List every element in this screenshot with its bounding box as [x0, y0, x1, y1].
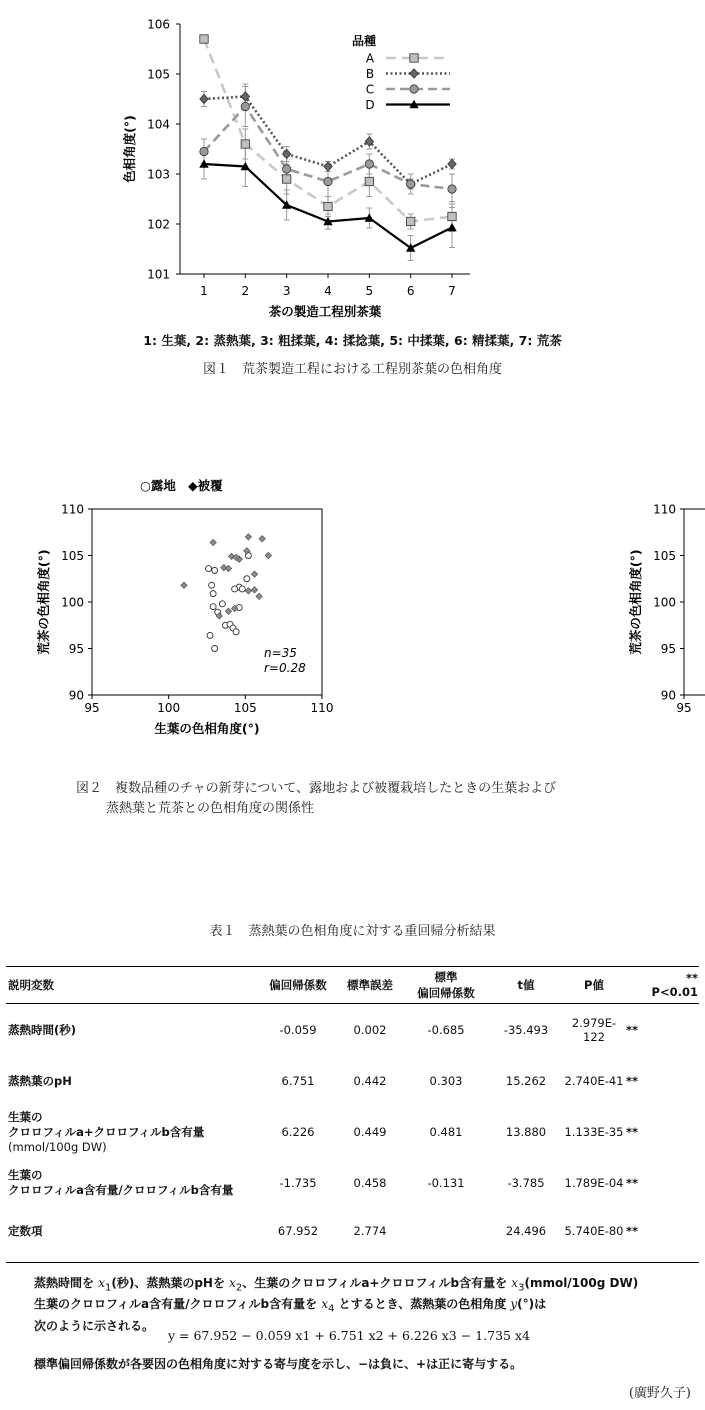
data-point-A — [406, 217, 414, 225]
x-tick-label: 5 — [365, 284, 374, 298]
data-point-A — [365, 177, 373, 185]
regression-equation: y = 67.952 − 0.059 x1 + 6.751 x2 + 6.226 x3 − 1.735 x4 — [168, 1328, 530, 1343]
row-p: 2.979E-122 — [571, 1016, 617, 1044]
data-point-C — [282, 165, 290, 173]
note-text: 生葉のクロロフィルa含有量/クロロフィルb含有量を — [34, 1297, 322, 1312]
table-row — [8, 1207, 700, 1255]
y-tick-label: 90 — [68, 688, 84, 703]
y-tick-label: 110 — [653, 502, 676, 517]
note-line1 — [34, 1275, 699, 1296]
var-x: x — [321, 1297, 329, 1312]
data-point-C — [241, 102, 249, 110]
filled-point — [256, 593, 262, 599]
y-tick-label: 102 — [147, 217, 170, 232]
var-x: x — [229, 1276, 236, 1290]
table-row — [8, 1057, 700, 1105]
row-var — [8, 1105, 258, 1159]
filled-point — [225, 565, 231, 571]
var-x: x — [511, 1276, 519, 1290]
row-std: -0.131 — [427, 1176, 465, 1190]
row-sig: ** — [626, 1125, 639, 1139]
x-tick-label: 95 — [676, 701, 692, 715]
data-point-B — [448, 159, 456, 168]
header-var: 説明変数 — [8, 978, 54, 992]
row-std: 0.303 — [429, 1074, 463, 1088]
filled-point — [245, 588, 251, 594]
row-coef: -0.059 — [279, 1023, 317, 1037]
row-std: -0.685 — [427, 1023, 465, 1037]
data-point-C — [406, 180, 414, 188]
y-tick-label: 95 — [660, 642, 676, 656]
table-header-row — [8, 967, 700, 1003]
filled-point — [265, 552, 271, 558]
stage-legend: 1: 生葉, 2: 蒸熱葉, 3: 粗揉葉, 4: 揉捻葉, 5: 中揉葉, 6: 精揉葉, 7: 荒茶 — [143, 333, 562, 348]
data-point-B — [200, 94, 208, 103]
row-sig: ** — [626, 1074, 639, 1088]
open-point — [210, 591, 216, 597]
row-coef: -1.735 — [279, 1176, 317, 1190]
open-point — [232, 586, 238, 592]
y-tick-label: 104 — [147, 117, 170, 132]
open-point — [244, 576, 250, 582]
row-sig: ** — [626, 1224, 639, 1238]
figure2-caption-line1: 図２ 複数品種のチャの新芽について、露地および被覆栽培したときの生葉および — [76, 781, 557, 796]
legend-label: D — [365, 98, 375, 112]
data-point-C — [365, 160, 373, 168]
open-point — [239, 586, 245, 592]
open-point — [233, 629, 239, 635]
table-row — [8, 1159, 700, 1207]
legend-open: ○露地 — [140, 478, 176, 493]
y-tick-label: 103 — [147, 167, 170, 182]
data-point-A — [448, 212, 456, 220]
x-tick-label: 3 — [282, 284, 291, 298]
note-text: (秒)、蒸熱葉のpHを — [111, 1276, 230, 1290]
figure2-caption — [76, 779, 696, 819]
regression-table — [8, 967, 700, 1255]
legend-label: B — [365, 67, 375, 81]
legend-title: 品種 — [351, 34, 377, 48]
y-tick-label: 105 — [147, 67, 170, 82]
x-tick-label: 110 — [310, 701, 334, 715]
legend-marker — [410, 69, 418, 78]
header-std — [402, 967, 490, 1003]
open-point — [206, 566, 212, 572]
r-label: r=0.28 — [264, 661, 306, 675]
y-axis-label: 荒茶の色相角度(°) — [628, 549, 643, 655]
row-var-line: 生葉の — [8, 1109, 43, 1124]
header-std-line2: 偏回帰係数 — [417, 986, 475, 1000]
row-var: 蒸熱葉のpH — [8, 1074, 72, 1088]
notes-block — [34, 1275, 699, 1335]
data-point-A — [241, 140, 249, 148]
open-point — [212, 646, 218, 652]
open-point — [207, 632, 213, 638]
row-t: -35.493 — [503, 1023, 549, 1037]
legend-marker — [410, 85, 418, 93]
row-coef: 6.226 — [281, 1125, 315, 1139]
x-tick-label: 6 — [406, 284, 415, 298]
x-tick-label: 4 — [324, 284, 332, 298]
note-text: (°)は — [517, 1297, 547, 1312]
note-line3: 次のように示される。 — [34, 1318, 155, 1333]
header-sig — [626, 967, 700, 1003]
filled-point — [251, 587, 257, 593]
y-axis-label: 色相角度(°) — [122, 115, 137, 183]
x-tick-label: 100 — [157, 701, 181, 715]
filled-point — [251, 571, 257, 577]
table1-title: 表１ 蒸熱葉の色相角度に対する重回帰分析結果 — [209, 924, 496, 939]
y-tick-label: 100 — [61, 595, 84, 610]
table-row — [8, 1003, 700, 1057]
note-text: とするとき、蒸熱葉の色相角度 — [334, 1297, 511, 1312]
header-sig-line1: ** — [685, 971, 698, 985]
note-line4: 標準偏回帰係数が各要因の色相角度に対する寄与度を示し、−は負に、+は正に寄与する。 — [34, 1357, 523, 1371]
legend-marker — [410, 54, 418, 62]
row-std: 0.481 — [429, 1125, 463, 1139]
row-var-line: クロロフィルa含有量/クロロフィルb含有量 — [8, 1183, 234, 1197]
row-coef: 67.952 — [277, 1224, 319, 1238]
y-tick-label: 95 — [68, 642, 84, 656]
data-point-D — [447, 223, 456, 231]
x-axis-label: 茶の製造工程別茶葉 — [268, 304, 382, 319]
x-tick-label: 1 — [200, 284, 208, 298]
header-t: t値 — [517, 978, 535, 992]
row-coef: 6.751 — [281, 1074, 315, 1088]
var-sub: 3 — [518, 1282, 525, 1294]
y-tick-label: 90 — [660, 688, 676, 703]
x-tick-label: 95 — [84, 701, 100, 715]
data-point-A — [282, 175, 290, 183]
row-var-line: (mmol/100g DW) — [8, 1139, 107, 1154]
author: (廣野久子) — [628, 1386, 691, 1401]
data-point-B — [282, 149, 290, 158]
y-tick-label: 105 — [653, 549, 676, 563]
y-tick-label: 105 — [61, 549, 84, 563]
filled-point — [225, 608, 231, 614]
plot-frame — [684, 509, 705, 695]
open-point — [219, 601, 225, 607]
header-sig-line2: P<0.01 — [651, 985, 698, 999]
y-tick-label: 100 — [653, 595, 676, 610]
row-t: -3.785 — [507, 1176, 545, 1190]
row-se: 0.449 — [353, 1125, 387, 1139]
data-point-A — [324, 202, 332, 210]
row-var-line: クロロフィルa+クロロフィルb含有量 — [8, 1124, 205, 1139]
figure1-line-chart — [0, 0, 705, 330]
figure2-scatter-left — [0, 470, 352, 760]
filled-point — [210, 539, 216, 545]
note-text: 、生葉のクロロフィルa+クロロフィルb含有量を — [242, 1276, 512, 1290]
var-x: x — [98, 1276, 105, 1290]
row-se: 0.002 — [353, 1023, 387, 1037]
y-tick-label: 101 — [147, 267, 170, 282]
row-p: 1.789E-04 — [564, 1176, 624, 1190]
data-point-A — [200, 35, 208, 43]
y-axis-label: 荒茶の色相角度(°) — [36, 549, 51, 655]
y-tick-label: 110 — [61, 502, 84, 517]
note-text: (mmol/100g DW) — [524, 1276, 639, 1290]
open-point — [209, 582, 215, 588]
table1-bottom-border — [6, 1262, 699, 1263]
figure1-caption: 図１ 荒茶製造工程における工程別茶葉の色相角度 — [202, 362, 502, 377]
n-label: n=35 — [264, 646, 297, 660]
var-sub: 4 — [328, 1303, 335, 1315]
row-p: 2.740E-41 — [564, 1074, 624, 1088]
row-t: 24.496 — [505, 1224, 547, 1238]
row-se: 0.442 — [353, 1074, 387, 1088]
row-var-line: 生葉の — [8, 1168, 43, 1182]
filled-point — [245, 534, 251, 540]
x-tick-label: 105 — [233, 701, 257, 715]
open-point — [212, 567, 218, 573]
legend-label: A — [365, 51, 375, 66]
row-p: 5.740E-80 — [564, 1224, 624, 1238]
row-var: 蒸熱時間(秒) — [8, 1023, 77, 1037]
data-point-C — [200, 147, 208, 155]
note-line2 — [34, 1296, 699, 1317]
var-sub: 2 — [235, 1282, 243, 1294]
x-tick-label: 7 — [448, 284, 456, 298]
open-point — [210, 604, 216, 610]
figure2-scatter-right — [352, 470, 705, 760]
row-var: 定数項 — [8, 1224, 43, 1238]
var-sub: 1 — [104, 1282, 112, 1294]
row-std — [402, 1207, 490, 1255]
header-coef: 偏回帰係数 — [269, 978, 327, 992]
figure2-caption-line2: 蒸熱葉と荒茶との色相角度の関係性 — [106, 801, 315, 816]
x-tick-label: 2 — [241, 284, 250, 298]
data-point-C — [324, 177, 332, 185]
filled-point — [259, 536, 265, 542]
x-axis-label: 生葉の色相角度(°) — [154, 721, 260, 736]
data-point-B — [324, 162, 332, 171]
filled-point — [181, 582, 187, 588]
var-y: y — [510, 1297, 518, 1312]
row-t: 15.262 — [505, 1074, 547, 1088]
note-text: 蒸熱時間を — [34, 1276, 99, 1290]
row-p: 1.133E-35 — [564, 1125, 624, 1139]
legend-label: C — [365, 82, 375, 97]
row-se: 2.774 — [353, 1224, 387, 1238]
row-t: 13.880 — [505, 1125, 547, 1139]
header-p: P値 — [584, 978, 604, 992]
row-var — [8, 1159, 258, 1207]
table-row — [8, 1105, 700, 1159]
header-std-line1: 標準 — [434, 970, 458, 984]
header-se: 標準誤差 — [347, 978, 393, 992]
data-point-C — [448, 185, 456, 193]
row-se: 0.458 — [353, 1176, 387, 1190]
legend-filled: ◆被覆 — [188, 478, 223, 493]
row-sig: ** — [626, 1176, 639, 1190]
row-sig: ** — [626, 1023, 639, 1037]
y-tick-label: 106 — [147, 17, 170, 32]
